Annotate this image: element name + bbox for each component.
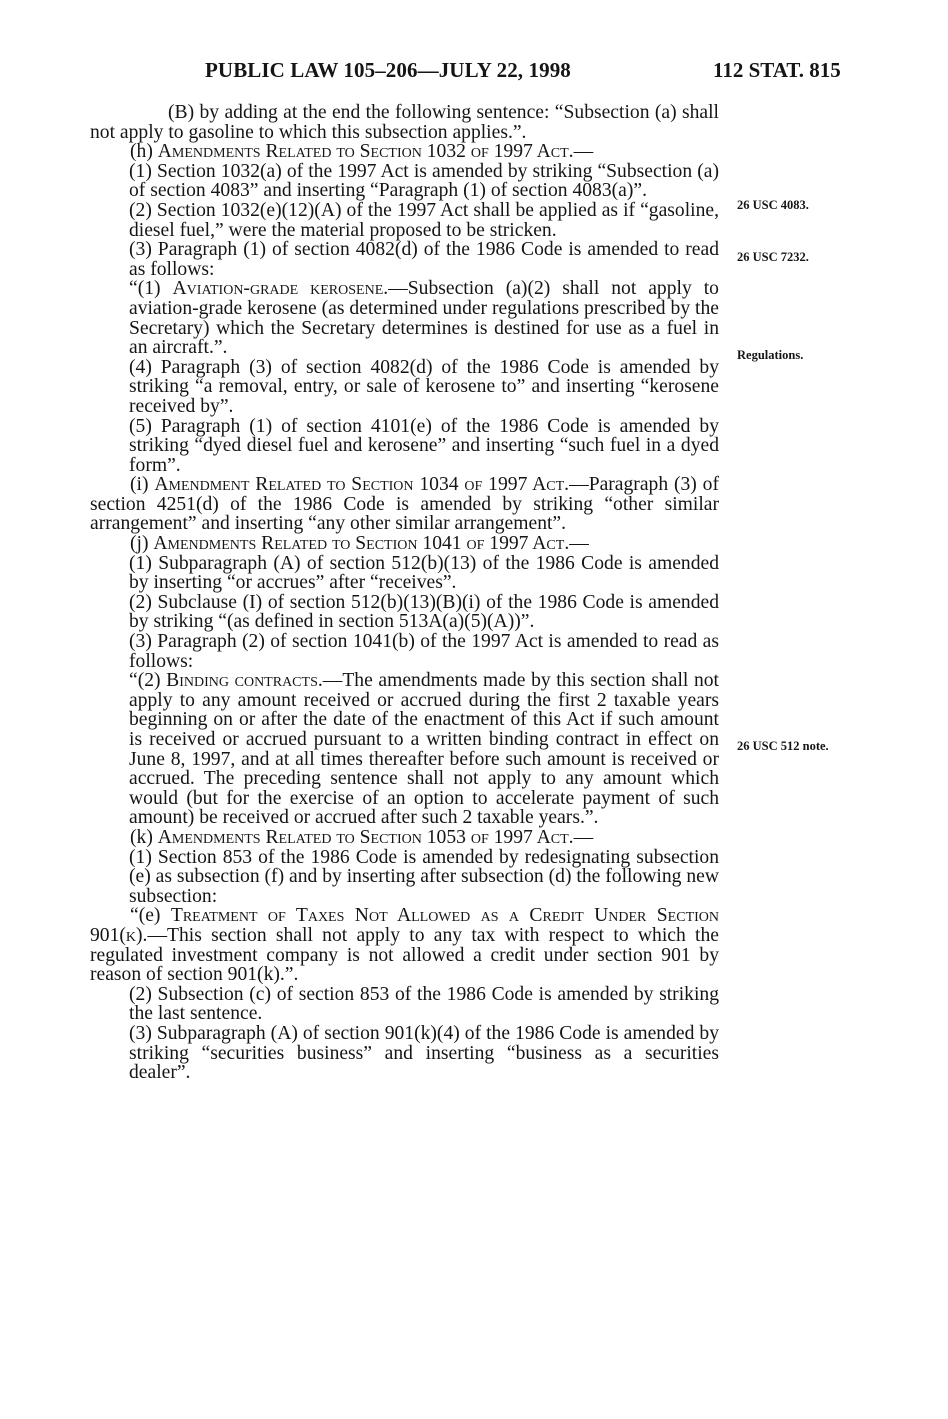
- para-j-1: (1) Subparagraph (A) of section 512(b)(13) of the 1986 Code is amended by inserting “or accrues” after “receives”.: [129, 552, 719, 594]
- para-b-sentence: (B) by adding at the end the following sentence: “Subsection (a) shall not apply to gasoline to which this subsection applies.”.: [90, 102, 719, 143]
- subsection-label: (i): [130, 474, 149, 496]
- subsection-label: (h): [130, 141, 153, 163]
- para-j-2: (2) Subclause (I) of section 512(b)(13)(B)(i) of the 1986 Code is amended by striking “(as defined in section 513A(a)(5)(A))”.: [129, 591, 719, 633]
- stat-page-number: 112 STAT. 815: [713, 58, 841, 82]
- para-h-3: (3) Paragraph (1) of section 4082(d) of the 1986 Code is amended to read as follows:: [129, 239, 719, 280]
- subsection-label: (j): [130, 533, 149, 555]
- subsection-heading: Amendments Related to Section 1041 of 1997 Act.: [153, 533, 570, 555]
- para-j-3-inserted-text: [90, 671, 719, 828]
- inserted-text: —The amendments made by this section shall not apply to any amount received or accrued during the first 2 taxable years beginning on or after the date of the enactment of this Act if such amount is received or accrued pursuant to a written binding contract in effect on June 8, 1997, and at all times thereafter before such amount is received or accrued. The preceding sentence shall not apply to any amount which would (but for the exercise of an option to accelerate payment of such amount) be received or accrued after such 2 taxable years.”.: [129, 670, 719, 829]
- inserted-text: —Subsection (a)(2) shall not apply to aviation-grade kerosene (as determined under regulations prescribed by the Secretary) which the Secretary determines is destined for use as a fuel in an aircraft.”.: [129, 278, 719, 359]
- para-h-4: (4) Paragraph (3) of section 4082(d) of the 1986 Code is amended by striking “a removal, entry, or sale of kerosene to” and inserting “kerosene received by”.: [129, 356, 719, 417]
- para-k-2: (2) Subsection (c) of section 853 of the 1986 Code is amended by striking the last sentence.: [129, 983, 719, 1025]
- page-header: [0, 58, 948, 86]
- subsection-j-heading: [90, 534, 719, 554]
- para-k-1-inserted-text: [90, 906, 719, 984]
- subsection-text: —Paragraph (3) of section 4251(d) of the 1986 Code is amended by striking “other similar arrangement” and inserting “any other similar arrangement”.: [90, 474, 719, 535]
- subsection-heading: Amendment Related to Section 1034 of 1997 Act.: [154, 474, 570, 496]
- margin-note-26-usc-512-note: 26 USC 512 note.: [737, 739, 829, 753]
- subsection-label: (k): [130, 826, 153, 848]
- subsection-k-heading: [90, 828, 719, 848]
- margin-note-regulations: Regulations.: [737, 348, 804, 362]
- inserted-text: —This section shall not apply to any tax with respect to which the regulated investment company is not allowed a credit under section 901 by reason of section 901(k).”.: [90, 924, 719, 986]
- body-text: [90, 103, 719, 1083]
- para-k-3: (3) Subparagraph (A) of section 901(k)(4) of the 1986 Code is amended by striking “securities business” and inserting “business as a securities dealer”.: [129, 1022, 719, 1084]
- para-h-3-inserted-text: [90, 279, 719, 357]
- subsection-heading: Amendments Related to Section 1032 of 1997 Act.: [157, 141, 574, 163]
- inserted-label: “(1): [129, 278, 161, 300]
- para-h-2: (2) Section 1032(e)(12)(A) of the 1997 Act shall be applied as if “gasoline, diesel fuel,” were the material proposed to be stricken.: [129, 199, 719, 241]
- para-j-3: (3) Paragraph (2) of section 1041(b) of the 1997 Act is amended to read as follows:: [129, 631, 719, 672]
- inserted-label: “(e): [130, 905, 161, 927]
- inserted-heading: Treatment of Taxes Not Allowed as a Credit Under Section 901(k).: [90, 905, 720, 946]
- para-h-1: (1) Section 1032(a) of the 1997 Act is amended by striking “Subsection (a) of section 4083” and inserting “Paragraph (1) of section 4083(a)”.: [129, 160, 719, 202]
- subsection-h-heading: [90, 142, 719, 162]
- inserted-label: “(2): [129, 670, 161, 692]
- heading-dash: —: [573, 826, 594, 848]
- running-head-title: PUBLIC LAW 105–206—JULY 22, 1998: [205, 58, 571, 82]
- para-h-5: (5) Paragraph (1) of section 4101(e) of the 1986 Code is amended by striking “dyed diesel fuel and kerosene” and inserting “such fuel in a dyed form”.: [129, 415, 719, 476]
- heading-dash: —: [573, 141, 594, 163]
- inserted-heading: Binding contracts.: [166, 670, 323, 692]
- heading-dash: —: [569, 533, 589, 555]
- inserted-heading: Aviation-grade kerosene.: [172, 278, 389, 300]
- margin-note-26-usc-4083: 26 USC 4083.: [737, 198, 809, 212]
- subsection-i: [90, 475, 719, 534]
- para-k-1: (1) Section 853 of the 1986 Code is amended by redesignating subsection (e) as subsection (f) and by inserting after subsection (d) the following new subsection:: [129, 846, 719, 907]
- margin-note-26-usc-7232: 26 USC 7232.: [737, 250, 809, 264]
- subsection-heading: Amendments Related to Section 1053 of 1997 Act.: [157, 826, 574, 848]
